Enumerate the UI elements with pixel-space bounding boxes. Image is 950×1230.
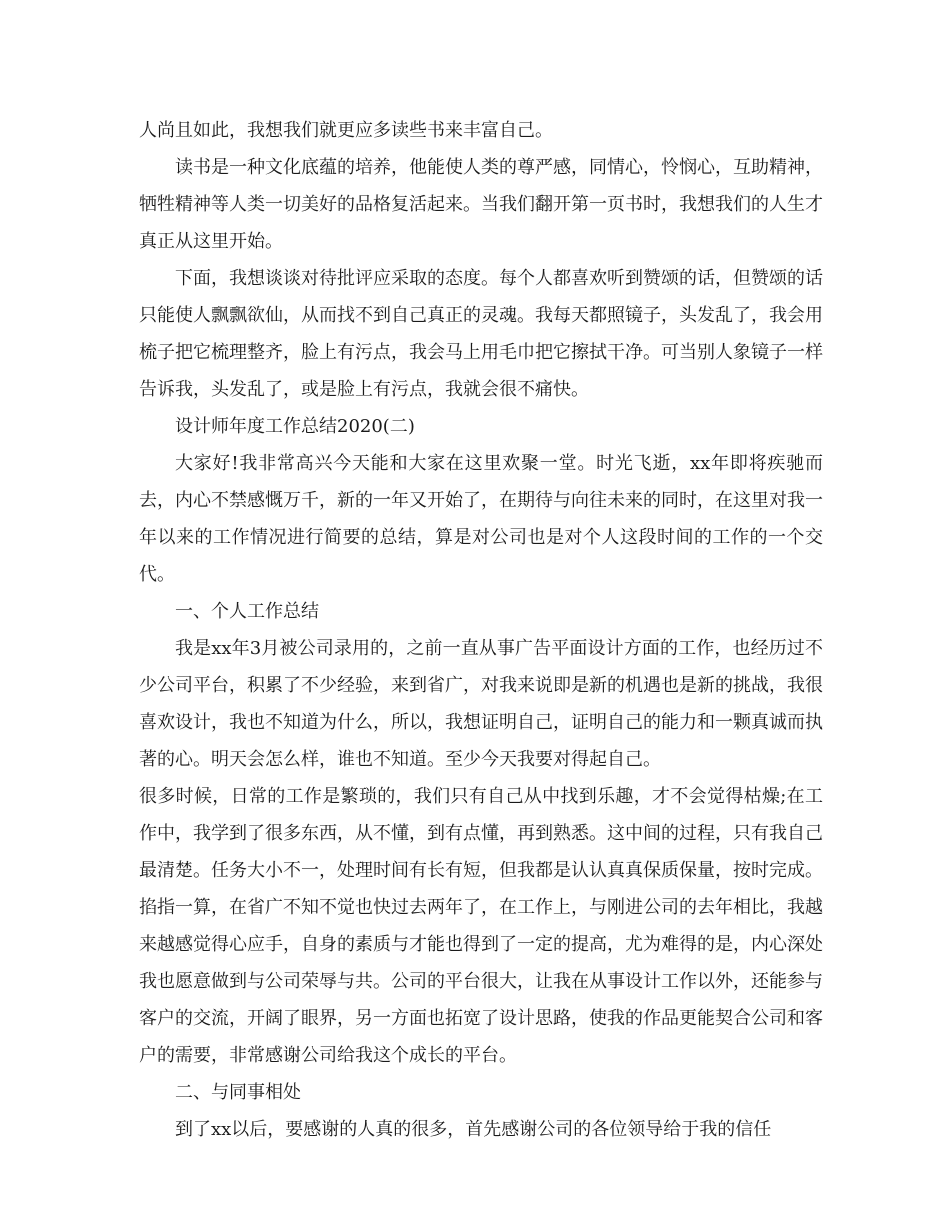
paragraph: 到了xx以后，要感谢的人真的很多，首先感谢公司的各位领导给于我的信任 bbox=[175, 1119, 772, 1140]
section-title: 设计师年度工作总结2020(二) bbox=[175, 416, 415, 437]
section-heading: 一、个人工作总结 bbox=[175, 601, 319, 622]
paragraph: 很多时候，日常的工作是繁琐的，我们只有自己从中找到乐趣，才不会觉得枯燥;在工作中，我学到了很多东西，从不懂，到有点懂，再到熟悉。这中间的过程，只有我自己最清楚。任务大小不一，处理时间有长有短，但我都是认认真真保质保量，按时完成。掐指一算，在省广不知不觉也快过去两年了，在工作上，与刚进公司的去年相比，我越来越感觉得心应手，自身的素质与才能也得到了一定的提高，尤为难得的是，内心深处我也愿意做到与公司荣辱与共。公司的平台很大，让我在从事设计工作以外，还能参与客户的交流，开阔了眼界，另一方面也拓宽了设计思路，使我的作品更能契合公司和客户的需要，非常感谢公司给我这个成长的平台。 bbox=[139, 786, 823, 1066]
paragraph: 读书是一种文化底蕴的培养，他能使人类的尊严感，同情心，怜悯心，互助精神，牺牲精神等人类一切美好的品格复活起来。当我们翻开第一页书时，我想我们的人生才真正从这里开始。 bbox=[139, 157, 823, 252]
section-heading: 二、与同事相处 bbox=[175, 1082, 301, 1103]
paragraph: 我是xx年3月被公司录用的，之前一直从事广告平面设计方面的工作，也经历过不少公司平台，积累了不少经验，来到省广，对我来说即是新的机遇也是新的挑战，我很喜欢设计，我也不知道为什么，所以，我想证明自己，证明自己的能力和一颗真诚而执著的心。明天会怎么样，谁也不知道。至少今天我要对得起自己。 bbox=[139, 638, 823, 770]
paragraph: 下面，我想谈谈对待批评应采取的态度。每个人都喜欢听到赞颂的话，但赞颂的话只能使人飘飘欲仙，从而找不到自己真正的灵魂。我每天都照镜子，头发乱了，我会用梳子把它梳理整齐，脸上有污点，我会马上用毛巾把它擦拭干净。可当别人象镜子一样告诉我，头发乱了，或是脸上有污点，我就会很不痛快。 bbox=[139, 268, 823, 400]
paragraph: 大家好!我非常高兴今天能和大家在这里欢聚一堂。时光飞逝，xx年即将疾驰而去，内心不禁感慨万千，新的一年又开始了，在期待与向往未来的同时，在这里对我一年以来的工作情况进行简要的总结，算是对公司也是对个人这段时间的工作的一个交代。 bbox=[139, 453, 823, 585]
paragraph: 人尚且如此，我想我们就更应多读些书来丰富自己。 bbox=[139, 120, 553, 141]
document-body bbox=[139, 112, 823, 1148]
